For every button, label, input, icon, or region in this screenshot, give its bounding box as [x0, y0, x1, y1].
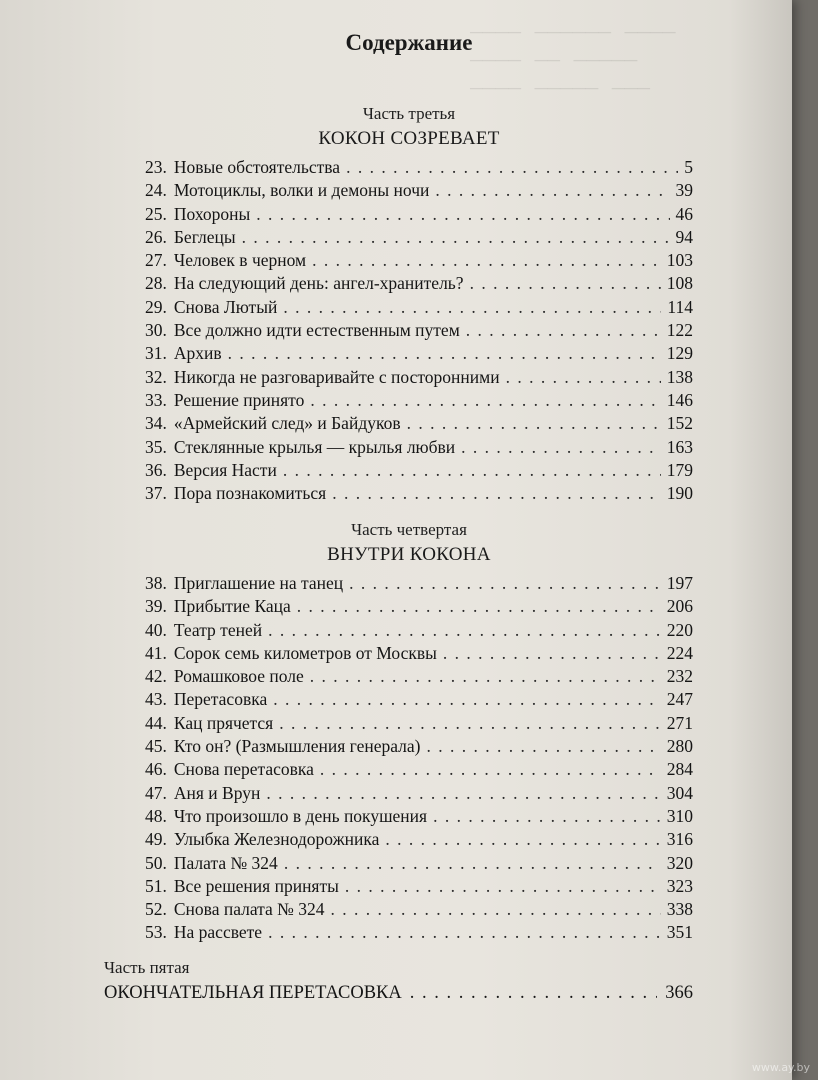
toc-entry: [145, 595, 693, 618]
toc-entry: [145, 459, 693, 482]
chapter-title: Приглашение на танец: [173, 573, 344, 593]
chapter-title: Все решения приняты: [173, 875, 339, 896]
chapter-title: Мотоциклы, волки и демоны ночи: [173, 180, 430, 201]
chapter-title: Снова палата № 324: [173, 899, 325, 920]
page-number: 310: [666, 805, 693, 826]
page-number: 271: [666, 712, 693, 733]
chapter-number: 27.: [145, 250, 167, 271]
chapter-number: 48.: [145, 805, 167, 826]
page-number: 316: [666, 829, 693, 850]
leader-dots: [297, 595, 661, 618]
leader-dots: [435, 179, 669, 202]
chapter-title: Театр теней: [173, 619, 263, 640]
chapter-number: 31.: [145, 343, 167, 364]
part4-name: ВНУТРИ КОКОНА: [327, 544, 491, 565]
chapter-title: Аня и Врун: [173, 782, 261, 803]
page-number: 39: [675, 180, 693, 201]
chapter-title: Человек в черном: [173, 250, 307, 271]
toc-entry: [145, 852, 693, 875]
chapter-number: 36.: [145, 459, 167, 480]
toc-entry: [145, 782, 693, 805]
chapter-number: 29.: [145, 296, 167, 317]
leader-dots: [346, 156, 678, 179]
page-number: 338: [666, 899, 693, 920]
chapter-number: 51.: [145, 875, 167, 896]
toc-entry: [145, 389, 693, 412]
chapter-number: 25.: [145, 203, 167, 224]
chapter-number: 30.: [145, 320, 167, 341]
chapter-number: 23.: [145, 157, 167, 177]
toc-entry: [145, 805, 693, 828]
chapter-number: 53.: [145, 922, 167, 943]
chapter-title: Улыбка Железнодорожника: [173, 829, 380, 850]
toc-entry: [145, 688, 693, 711]
chapter-title: Что произошло в день покушения: [173, 805, 428, 826]
page-number: 138: [666, 366, 693, 387]
chapter-title: Кто он? (Размышления генерала): [173, 736, 421, 757]
leader-dots: [310, 389, 660, 412]
leader-dots: [283, 296, 661, 319]
page-number: 220: [666, 619, 693, 640]
part3-toc: [145, 156, 693, 505]
toc-entry: [145, 898, 693, 921]
toc-entry: [145, 412, 693, 435]
chapter-title: «Армейский след» и Байдуков: [173, 413, 401, 434]
page-number: 5: [684, 157, 693, 177]
page-number: 122: [666, 320, 693, 341]
chapter-number: 33.: [145, 389, 167, 410]
page-number: 280: [666, 736, 693, 757]
page-number: 206: [666, 596, 693, 617]
page-number: 224: [666, 642, 693, 663]
chapter-title: Кац прячется: [173, 712, 274, 733]
toc-entry: [145, 482, 693, 505]
chapter-number: 38.: [145, 573, 167, 593]
chapter-number: 26.: [145, 226, 167, 247]
toc-entry: [145, 642, 693, 665]
chapter-title: Решение принято: [173, 389, 305, 410]
part4-toc: [145, 572, 693, 945]
toc-entry: [145, 572, 693, 595]
leader-dots: [349, 572, 661, 595]
chapter-title: Прибытие Каца: [173, 596, 291, 617]
page-number: 146: [666, 389, 693, 410]
chapter-title: Архив: [173, 343, 222, 364]
toc-entry: [145, 712, 693, 735]
chapter-number: 52.: [145, 899, 167, 920]
chapter-number: 34.: [145, 413, 167, 434]
bleed-through-text: ──── ────── ──── ──── ── ───── ──── ───── ───: [470, 22, 676, 98]
chapter-title: Палата № 324: [173, 852, 278, 873]
leader-dots: [385, 828, 660, 851]
toc-entry: [145, 366, 693, 389]
chapter-title: Снова перетасовка: [173, 759, 314, 780]
chapter-number: 32.: [145, 366, 167, 387]
page-number: 351: [666, 922, 693, 943]
chapter-title: Пора познакомиться: [173, 483, 327, 504]
chapter-number: 43.: [145, 689, 167, 710]
chapter-title: Сорок семь километров от Москвы: [173, 642, 437, 663]
toc-entry: [145, 156, 693, 179]
chapter-title: Никогда не разговаривайте с посторонними: [173, 366, 500, 387]
part5-entry: [104, 983, 693, 1004]
chapter-title: На следующий день: ангел-хранитель?: [173, 273, 464, 294]
toc-entry: [145, 342, 693, 365]
leader-dots: [433, 805, 661, 828]
chapter-title: Новые обстоятельства: [173, 157, 341, 177]
leader-dots: [312, 249, 661, 272]
chapter-title: Все должно идти естественным путем: [173, 320, 460, 341]
page-number: 247: [666, 689, 693, 710]
watermark: www.ay.by: [751, 1061, 810, 1074]
leader-dots: [426, 735, 660, 758]
page-title: Содержание: [345, 30, 473, 55]
leader-dots: [443, 642, 661, 665]
chapter-number: 28.: [145, 273, 167, 294]
chapter-title: На рассвете: [173, 922, 263, 943]
leader-dots: [273, 688, 661, 711]
leader-dots: [332, 482, 661, 505]
toc-entry: [145, 665, 693, 688]
leader-dots: [228, 342, 661, 365]
page-number: 163: [666, 436, 693, 457]
toc-entry: [145, 203, 693, 226]
chapter-number: 24.: [145, 180, 167, 201]
chapter-number: 39.: [145, 596, 167, 617]
leader-dots: [345, 875, 661, 898]
toc-entry: [145, 436, 693, 459]
chapter-number: 50.: [145, 852, 167, 873]
toc-entry: [145, 875, 693, 898]
chapter-title: Похороны: [173, 203, 251, 224]
leader-dots: [279, 712, 661, 735]
leader-dots: [310, 665, 661, 688]
page-number: 108: [666, 273, 693, 294]
page-number: 320: [666, 852, 693, 873]
toc-entry: [145, 179, 693, 202]
leader-dots: [268, 619, 661, 642]
chapter-title: Перетасовка: [173, 689, 268, 710]
leader-dots: [256, 203, 669, 226]
part3-label: Часть третья: [362, 104, 456, 123]
chapter-number: 35.: [145, 436, 167, 457]
chapter-title: Стеклянные крылья — крылья любви: [173, 436, 456, 457]
page-number: 152: [666, 413, 693, 434]
leader-dots: [266, 782, 660, 805]
part5-name: ОКОНЧАТЕЛЬНАЯ ПЕРЕТАСОВКА: [104, 983, 402, 1003]
toc-entry: [145, 619, 693, 642]
chapter-number: 49.: [145, 829, 167, 850]
part4-label: Часть четвертая: [351, 520, 467, 539]
toc-entry: [145, 319, 693, 342]
leader-dots: [466, 319, 661, 342]
leader-dots: [268, 921, 661, 944]
part5-page: 366: [665, 983, 693, 1003]
page-number: 323: [666, 875, 693, 896]
leader-dots: [331, 898, 661, 921]
leader-dots: [284, 852, 661, 875]
chapter-number: 45.: [145, 736, 167, 757]
chapter-title: Беглецы: [173, 226, 236, 247]
chapter-title: Снова Лютый: [173, 296, 278, 317]
chapter-number: 41.: [145, 642, 167, 663]
chapter-number: 46.: [145, 759, 167, 780]
page-number: 179: [666, 459, 693, 480]
page-number: 94: [675, 226, 693, 247]
leader-dots: [410, 983, 658, 1004]
part3-name: КОКОН СОЗРЕВАЕТ: [318, 128, 500, 149]
leader-dots: [242, 226, 670, 249]
page-number: 304: [666, 782, 693, 803]
page-number: 197: [666, 573, 693, 593]
toc-entry: [145, 828, 693, 851]
chapter-number: 47.: [145, 782, 167, 803]
toc-entry: [145, 272, 693, 295]
toc-entry: [145, 735, 693, 758]
page-number: 232: [666, 666, 693, 687]
part5-label: Часть пятая: [104, 958, 190, 977]
chapter-title: Ромашковое поле: [173, 666, 304, 687]
page-number: 190: [666, 483, 693, 504]
toc-entry: [145, 226, 693, 249]
leader-dots: [320, 758, 661, 781]
page-number: 129: [666, 343, 693, 364]
chapter-number: 44.: [145, 712, 167, 733]
page-number: 46: [675, 203, 693, 224]
toc-entry: [145, 921, 693, 944]
toc-entry: [145, 249, 693, 272]
leader-dots: [461, 436, 661, 459]
page-number: 284: [666, 759, 693, 780]
toc-entry: [145, 758, 693, 781]
chapter-title: Версия Насти: [173, 459, 277, 480]
toc-entry: [145, 296, 693, 319]
leader-dots: [283, 459, 661, 482]
leader-dots: [470, 272, 661, 295]
page-number: 103: [666, 250, 693, 271]
chapter-number: 42.: [145, 666, 167, 687]
leader-dots: [506, 366, 661, 389]
leader-dots: [407, 412, 661, 435]
chapter-number: 40.: [145, 619, 167, 640]
page-number: 114: [667, 296, 693, 317]
chapter-number: 37.: [145, 483, 167, 504]
